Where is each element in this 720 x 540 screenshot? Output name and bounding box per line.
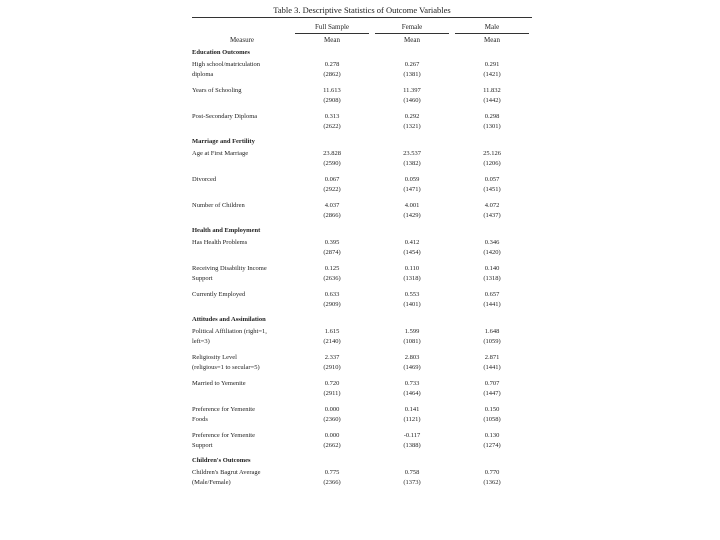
- mean-value: 1.648: [484, 328, 500, 335]
- n-value: (2140): [323, 338, 341, 345]
- mean-value: 0.067: [324, 176, 340, 183]
- n-value: (2910): [323, 364, 341, 371]
- table-row: [192, 149, 532, 169]
- row-label: High school/matriculation: [192, 61, 261, 68]
- descriptive-stats-table: [192, 0, 532, 494]
- table-row: [192, 264, 532, 284]
- table-row: [192, 290, 532, 310]
- n-value: (1059): [483, 338, 501, 345]
- mean-value: 4.037: [324, 202, 340, 209]
- section-title: Children's Outcomes: [192, 457, 251, 464]
- row-label: Years of Schooling: [192, 87, 242, 94]
- section-title: Attitudes and Assimilation: [192, 316, 266, 323]
- mean-value: 23.828: [323, 150, 341, 157]
- row-label-cont: left=3): [192, 338, 210, 345]
- mean-value: 0.125: [324, 265, 340, 272]
- n-value: (2908): [323, 97, 341, 104]
- row-label-cont: diploma: [192, 71, 214, 78]
- row-label-cont: Support: [192, 442, 213, 449]
- row-label-cont: Foods: [192, 416, 208, 423]
- n-value: (2922): [323, 186, 341, 193]
- col-header-female: Female: [401, 23, 423, 31]
- n-value: (1301): [483, 123, 501, 130]
- subheader-row: [192, 31, 532, 44]
- mean-value: 0.057: [484, 176, 500, 183]
- col-header-male: Male: [484, 23, 500, 31]
- mean-value: 0.150: [484, 406, 500, 413]
- table-row: [192, 327, 532, 347]
- row-label: Religiosity Level: [192, 354, 237, 361]
- row-label-cont: [192, 96, 292, 106]
- mean-value: 0.720: [324, 380, 340, 387]
- table-row: [192, 379, 532, 399]
- mean-value: 2.871: [484, 354, 500, 361]
- n-value: (1401): [403, 301, 421, 308]
- row-label: Has Health Problems: [192, 239, 248, 246]
- n-value: (1081): [403, 338, 421, 345]
- table-row: [192, 201, 532, 221]
- row-label: Currently Employed: [192, 291, 246, 298]
- mean-value: 23.537: [403, 150, 421, 157]
- n-value: (1451): [483, 186, 501, 193]
- table-row: [192, 86, 532, 106]
- mean-value: 11.397: [403, 87, 421, 94]
- mean-value: 0.291: [484, 61, 500, 68]
- table-row: [192, 175, 532, 195]
- table-row: [192, 431, 532, 451]
- n-value: (1382): [403, 160, 421, 167]
- subheader-mean: Mean: [455, 33, 529, 44]
- row-label-cont: [192, 389, 292, 399]
- row-label-cont: [192, 300, 292, 310]
- n-value: (2862): [323, 71, 341, 78]
- n-value: (1206): [483, 160, 501, 167]
- n-value: (1460): [403, 97, 421, 104]
- section-title: Education Outcomes: [192, 49, 250, 56]
- row-label: Preference for Yemenite: [192, 406, 255, 413]
- n-value: (1441): [483, 301, 501, 308]
- n-value: (1381): [403, 71, 421, 78]
- row-label: Children's Bagrut Average: [192, 469, 261, 476]
- row-label-cont: [192, 185, 292, 195]
- mean-value: 1.599: [404, 328, 420, 335]
- mean-value: 0.412: [404, 239, 420, 246]
- mean-value: 0.346: [484, 239, 500, 246]
- row-label: Married to Yemenite: [192, 380, 246, 387]
- n-value: (2662): [323, 442, 341, 449]
- n-value: (1421): [483, 71, 501, 78]
- row-label-cont: [192, 248, 292, 258]
- n-value: (2360): [323, 416, 341, 423]
- n-value: (2590): [323, 160, 341, 167]
- row-label: Number of Children: [192, 202, 245, 209]
- n-value: (1058): [483, 416, 501, 423]
- table-title: Table 3. Descriptive Statistics of Outcome Variables: [273, 5, 451, 15]
- mean-value: 0.298: [484, 113, 500, 120]
- mean-value: 0.141: [404, 406, 420, 413]
- n-value: (1437): [483, 212, 501, 219]
- n-value: (1454): [403, 249, 421, 256]
- n-value: (1321): [403, 123, 421, 130]
- mean-value: 2.803: [404, 354, 420, 361]
- mean-value: 0.140: [484, 265, 500, 272]
- table-row: [192, 112, 532, 132]
- row-label: Receiving Disability Income: [192, 265, 267, 272]
- n-value: (2366): [323, 479, 341, 486]
- n-value: (2622): [323, 123, 341, 130]
- mean-value: 0.707: [484, 380, 500, 387]
- mean-value: 1.615: [324, 328, 340, 335]
- n-value: (1429): [403, 212, 421, 219]
- row-label: Preference for Yemenite: [192, 432, 255, 439]
- row-label: Political Affiliation (right=1,: [192, 328, 267, 335]
- mean-value: 0.313: [324, 113, 340, 120]
- n-value: (1318): [403, 275, 421, 282]
- mean-value: 0.292: [404, 113, 420, 120]
- n-value: (1318): [483, 275, 501, 282]
- n-value: (1362): [483, 479, 501, 486]
- table-row: [192, 468, 532, 488]
- mean-value: 25.126: [483, 150, 501, 157]
- row-label-cont: [192, 159, 292, 169]
- n-value: (1420): [483, 249, 501, 256]
- row-label-cont: [192, 122, 292, 132]
- mean-value: 0.278: [324, 61, 340, 68]
- row-label: Divorced: [192, 176, 217, 183]
- mean-value: 0.267: [404, 61, 420, 68]
- column-header-row: [192, 18, 532, 31]
- mean-value: 2.337: [324, 354, 340, 361]
- subheader-mean: Mean: [375, 33, 449, 44]
- row-label-cont: (religious=1 to secular=5): [192, 364, 260, 371]
- n-value: (2636): [323, 275, 341, 282]
- n-value: (2866): [323, 212, 341, 219]
- table-row: [192, 405, 532, 425]
- col-header-full: Full Sample: [314, 23, 350, 31]
- section-title: Marriage and Fertility: [192, 138, 255, 145]
- n-value: (1441): [483, 364, 501, 371]
- subheader-mean: Mean: [295, 33, 369, 44]
- measure-label: Measure: [229, 36, 255, 44]
- mean-value: 11.613: [323, 87, 341, 94]
- row-label-cont: (Male/Female): [192, 479, 231, 486]
- row-label: Age at First Marriage: [192, 150, 249, 157]
- table-row: [192, 238, 532, 258]
- mean-value: 0.059: [404, 176, 420, 183]
- mean-value: 4.072: [484, 202, 500, 209]
- n-value: (2909): [323, 301, 341, 308]
- n-value: (2911): [323, 390, 341, 397]
- mean-value: 0.758: [404, 469, 420, 476]
- mean-value: 0.395: [324, 239, 340, 246]
- mean-value: 0.130: [484, 432, 500, 439]
- mean-value: 0.733: [404, 380, 420, 387]
- mean-value: 0.000: [324, 406, 340, 413]
- n-value: (1121): [403, 416, 421, 423]
- n-value: (1388): [403, 442, 421, 449]
- n-value: (1471): [403, 186, 421, 193]
- table-row: [192, 353, 532, 373]
- section-title: Health and Employment: [192, 227, 261, 234]
- mean-value: 4.001: [404, 202, 420, 209]
- n-value: (1442): [483, 97, 501, 104]
- n-value: (1447): [483, 390, 501, 397]
- n-value: (1469): [403, 364, 421, 371]
- mean-value: 0.000: [324, 432, 340, 439]
- n-value: (1373): [403, 479, 421, 486]
- table-row: [192, 60, 532, 80]
- mean-value: 0.657: [484, 291, 500, 298]
- n-value: (1464): [403, 390, 421, 397]
- mean-value: 0.553: [404, 291, 420, 298]
- mean-value: 0.110: [404, 265, 420, 272]
- mean-value: 11.832: [483, 87, 501, 94]
- table-body: [192, 49, 532, 488]
- row-label-cont: Support: [192, 275, 213, 282]
- row-label: Post-Secondary Diploma: [192, 113, 258, 120]
- n-value: (2874): [323, 249, 341, 256]
- mean-value: 0.770: [484, 469, 500, 476]
- mean-value: -0.117: [403, 432, 421, 439]
- row-label-cont: [192, 211, 292, 221]
- n-value: (1274): [483, 442, 501, 449]
- mean-value: 0.633: [324, 291, 340, 298]
- mean-value: 0.775: [324, 469, 340, 476]
